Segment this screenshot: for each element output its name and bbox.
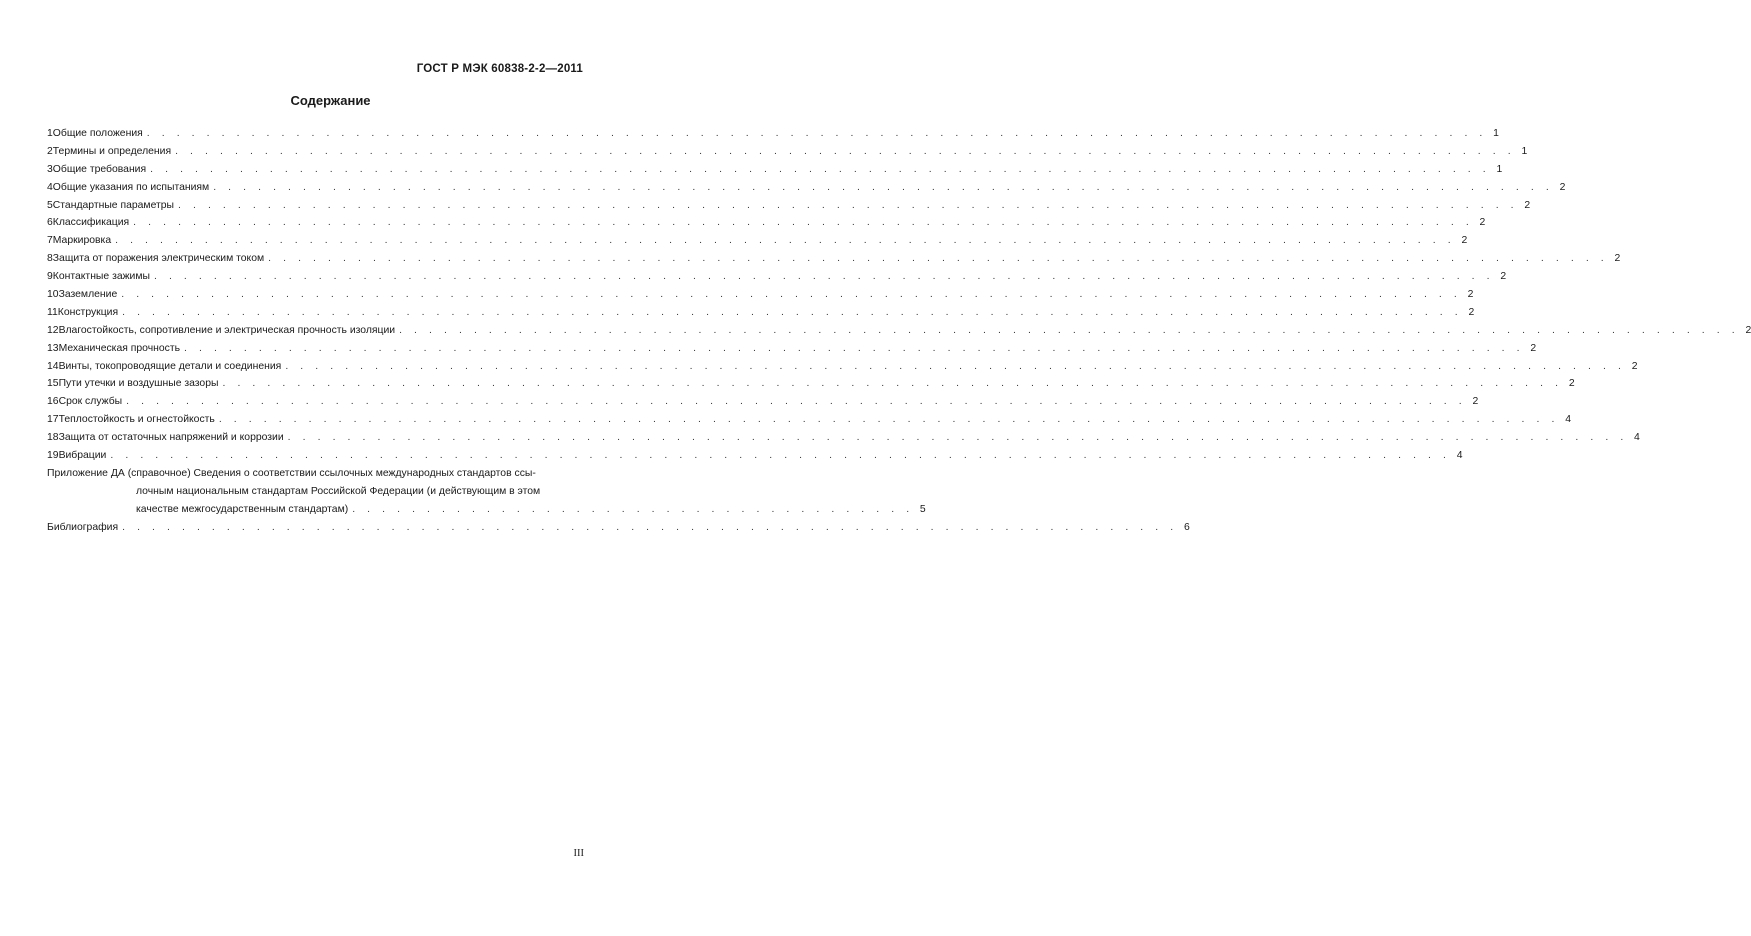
toc-entry-label: Термины и определения: [52, 145, 172, 157]
leader-dots: . . . . . . . . . . . . . . . . . . . . . . . . . . . . . . . . . . . . . . . . . . . . . . . . . . . . . . . . . . . . . . . . . . . . . . . . . . . . . . . . . . . . . . . . . .: [115, 235, 1456, 247]
leader-dots: . . . . . . . . . . . . . . . . . . . . . . . . . . . . . . . . . . . . . . . . . . . . . . . . . . . . . . . . . . . . . . . . . . . . . . . . . . . . . . . . . . . . . . . . . .: [110, 450, 1451, 462]
toc-appendix-entry[interactable]: [47, 465, 926, 519]
leader-dots: . . . . . . . . . . . . . . . . . . . . . . . . . . . . . . . . . . . . . . . . . . . . . . . . . . . . . . . . . . . . . . . . . . . . . . . . . . . . . . . . . . . . . . . . . .: [213, 181, 1554, 193]
bibliography-label: Библиография: [47, 521, 119, 533]
toc-entry-number: 3: [47, 163, 53, 175]
toc-entry-label: Теплостойкость и огнестойкость: [58, 414, 215, 426]
leader-dots: . . . . . . . . . . . . . . . . . . . . . . . . . . . . . . . . . . . . . . . . . . . . . . . . . . . . . . . . . . . . . . . . . . . . . . .: [122, 521, 1178, 533]
toc-entry-page-number: 1: [1493, 128, 1499, 139]
leader-dots: . . . . . . . . . . . . . . . . . . . . . . . . . . . . . . . . . . . . . . . . . . . . . . . . . . . . . . . . . . . . . . . . . . . . . . . . . . . . . . . . . . . . . . . . . .: [146, 128, 1487, 139]
toc-entry-label: Влагостойкость, сопротивление и электрическая прочность изоляции: [58, 324, 396, 336]
toc-entry-page-number: 4: [1565, 414, 1571, 426]
leader-dots: . . . . . . . . . . . . . . . . . . . . . . . . . . . . . . . . . . . . . . . . . . . . . . . . . . . . . . . . . . . . . . . . . . . . . . . . . . . . . . . . . . . . . . . . . .: [133, 217, 1474, 229]
leader-dots: . . . . . . . . . . . . . . . . . . . . . . . . . . . . . . . . . . . . . . . . . . . . . . . . . . . . . . . . . . . . . . . . . . . . . . . . . . . . . . . . . . . . . . . . . .: [222, 378, 1563, 390]
bibliography-page-number: 6: [1183, 521, 1190, 533]
toc-bibliography-entry[interactable]: [47, 519, 1190, 537]
toc-entry[interactable]: [47, 143, 1528, 161]
toc-entry[interactable]: [47, 375, 1575, 393]
appendix-title-line2: лочным национальным стандартам Российской Федерации (и действующим в этом: [136, 485, 541, 497]
toc-entry-page-number: 2: [1479, 217, 1486, 229]
toc-entry-page-number: 2: [1467, 289, 1474, 301]
toc-entry[interactable]: [47, 411, 1571, 429]
toc-entry-label: Механическая прочность: [58, 342, 180, 354]
appendix-title-line1: ДА (справочное) Сведения о соответствии ссылочных международных стандартов ссы-: [110, 467, 536, 479]
toc-entry-label: Маркировка: [52, 235, 112, 247]
leader-dots: . . . . . . . . . . . . . . . . . . . . . . . . . . . . . . . . . . . . . . . . . . . . . . . . . . . . . . . . . . . . . . . . . . . . . . . . . . . . . . . . . . . . . . . . . .: [121, 289, 1462, 301]
appendix-title-line3: качестве межгосударственным стандартам): [136, 503, 349, 515]
toc-entry-page-number: 4: [1456, 450, 1463, 462]
toc-entry-label: Вибрации: [58, 450, 107, 462]
toc-entry-number: 16: [47, 396, 59, 408]
toc-entry-page-number: 2: [1745, 324, 1751, 336]
toc-entry-number: 12: [47, 324, 59, 336]
leader-dots: . . . . . . . . . . . . . . . . . . . . . . . . . . . . . . . . . . . . . . . . . . . . . . . . . . . . . . . . . . . . . . . . . . . . . . . . . . . . . . . . . . . . . . . . . .: [175, 145, 1516, 157]
toc-entry-label: Пути утечки и воздушные зазоры: [58, 378, 219, 390]
page-number: III: [573, 848, 584, 859]
toc-entry[interactable]: [47, 161, 1503, 179]
toc-entry-page-number: 2: [1530, 342, 1537, 354]
toc-entry[interactable]: [47, 358, 1638, 376]
toc-entry-page-number: 2: [1472, 396, 1479, 408]
toc-entry-page-number: 2: [1461, 235, 1468, 247]
toc-entry-page-number: 1: [1521, 145, 1528, 157]
toc-entry-number: 1: [47, 128, 53, 139]
toc-entry[interactable]: [47, 179, 1566, 197]
toc-entry-number: 10: [47, 289, 59, 301]
leader-dots: . . . . . . . . . . . . . . . . . . . . . . . . . . . . . . . . . . . . . . . . . . . . . . . . . . . . . . . . . . . . . . . . . . . . . . . . . . . . . . . . . . . . . . . . . .: [399, 324, 1740, 336]
toc-entry-label: Классификация: [52, 217, 130, 229]
toc-entry-number: 11: [47, 306, 58, 318]
toc-entry-number: 9: [47, 271, 53, 283]
leader-dots: . . . . . . . . . . . . . . . . . . . . . . . . . . . . . . . . . . . . . . . . . . . . . . . . . . . . . . . . . . . . . . . . . . . . . . . . . . . . . . . . . . . . . . . . . .: [184, 342, 1525, 354]
toc-entry-number: 18: [47, 432, 59, 444]
toc-entry-number: 14: [47, 360, 59, 372]
appendix-page-number: 5: [919, 503, 926, 515]
toc-entry-number: 19: [47, 450, 59, 462]
toc-entry-label: Общие указания по испытаниям: [52, 181, 210, 193]
toc-entry[interactable]: [47, 447, 1463, 465]
toc-entry[interactable]: [47, 268, 1507, 286]
toc-entry[interactable]: [47, 232, 1468, 250]
toc-entry[interactable]: [47, 197, 1531, 215]
toc-entry[interactable]: [47, 125, 1499, 143]
toc-entry-label: Защита от остаточных напряжений и коррозии: [58, 432, 284, 444]
leader-dots: . . . . . . . . . . . . . . . . . . . . . . . . . . . . . . . . . . . . . .: [352, 503, 914, 515]
toc-entry-number: 13: [47, 342, 59, 354]
toc-entry-page-number: 2: [1500, 271, 1507, 283]
toc-entry-page-number: 1: [1496, 163, 1503, 175]
toc-entry-number: 17: [47, 414, 59, 426]
toc-entry-label: Контактные зажимы: [52, 271, 150, 283]
leader-dots: . . . . . . . . . . . . . . . . . . . . . . . . . . . . . . . . . . . . . . . . . . . . . . . . . . . . . . . . . . . . . . . . . . . . . . . . . . . . . . . . . . . . . . . . . .: [126, 396, 1467, 408]
toc-entry-page-number: 2: [1614, 253, 1621, 265]
toc-entry-number: 2: [47, 145, 53, 157]
appendix-prefix: Приложение: [47, 467, 108, 479]
toc-entry-page-number: 4: [1634, 432, 1640, 444]
leader-dots: . . . . . . . . . . . . . . . . . . . . . . . . . . . . . . . . . . . . . . . . . . . . . . . . . . . . . . . . . . . . . . . . . . . . . . . . . . . . . . . . . . . . . . . . . .: [268, 253, 1609, 265]
toc-entry-page-number: 2: [1468, 306, 1475, 318]
leader-dots: . . . . . . . . . . . . . . . . . . . . . . . . . . . . . . . . . . . . . . . . . . . . . . . . . . . . . . . . . . . . . . . . . . . . . . . . . . . . . . . . . . . . . . . . . .: [285, 360, 1626, 372]
toc-entry-page-number: 2: [1568, 378, 1575, 390]
page-title: Содержание: [290, 93, 371, 108]
toc-entry[interactable]: [47, 429, 1640, 447]
toc-entry-page-number: 2: [1559, 181, 1566, 193]
toc-entry-number: 4: [47, 181, 53, 193]
leader-dots: . . . . . . . . . . . . . . . . . . . . . . . . . . . . . . . . . . . . . . . . . . . . . . . . . . . . . . . . . . . . . . . . . . . . . . . . . . . . . . . . . . . . . . . . . .: [153, 271, 1495, 283]
toc-entry-label: Конструкция: [57, 306, 119, 318]
table-of-contents: [47, 125, 1751, 537]
toc-entry-number: 6: [47, 217, 53, 229]
toc-entry[interactable]: [47, 340, 1537, 358]
leader-dots: . . . . . . . . . . . . . . . . . . . . . . . . . . . . . . . . . . . . . . . . . . . . . . . . . . . . . . . . . . . . . . . . . . . . . . . . . . . . . . . . . . . . . . . . . .: [122, 306, 1463, 318]
toc-entry-label: Винты, токопроводящие детали и соединения: [58, 360, 282, 372]
toc-entry[interactable]: [47, 322, 1751, 340]
toc-entry[interactable]: [47, 214, 1486, 232]
toc-entry-number: 8: [47, 253, 53, 265]
toc-entry[interactable]: [47, 304, 1475, 322]
toc-entry-label: Заземление: [58, 289, 118, 301]
toc-entry-label: Защита от поражения электрическим током: [52, 253, 265, 265]
leader-dots: . . . . . . . . . . . . . . . . . . . . . . . . . . . . . . . . . . . . . . . . . . . . . . . . . . . . . . . . . . . . . . . . . . . . . . . . . . . . . . . . . . . . . . . . . .: [287, 432, 1628, 444]
leader-dots: . . . . . . . . . . . . . . . . . . . . . . . . . . . . . . . . . . . . . . . . . . . . . . . . . . . . . . . . . . . . . . . . . . . . . . . . . . . . . . . . . . . . . . . . . .: [178, 199, 1519, 211]
toc-entry-page-number: 2: [1631, 360, 1638, 372]
toc-entry-page-number: 2: [1524, 199, 1531, 211]
toc-entry[interactable]: [47, 286, 1474, 304]
toc-entry[interactable]: [47, 393, 1479, 411]
toc-entry-label: Срок службы: [58, 396, 123, 408]
toc-entry-number: 5: [47, 199, 53, 211]
toc-entry-number: 15: [47, 378, 59, 390]
toc-entries: [47, 125, 1751, 465]
standard-code: ГОСТ Р МЭК 60838-2-2—2011: [416, 63, 583, 75]
toc-entry-label: Стандартные параметры: [52, 199, 175, 211]
toc-entry[interactable]: [47, 250, 1621, 268]
toc-entry-number: 7: [47, 235, 53, 247]
leader-dots: . . . . . . . . . . . . . . . . . . . . . . . . . . . . . . . . . . . . . . . . . . . . . . . . . . . . . . . . . . . . . . . . . . . . . . . . . . . . . . . . . . . . . . . . . .: [218, 414, 1559, 426]
leader-dots: . . . . . . . . . . . . . . . . . . . . . . . . . . . . . . . . . . . . . . . . . . . . . . . . . . . . . . . . . . . . . . . . . . . . . . . . . . . . . . . . . . . . . . . . . .: [150, 163, 1491, 175]
toc-entry-label: Общие положения: [52, 128, 143, 139]
toc-entry-label: Общие требования: [52, 163, 147, 175]
